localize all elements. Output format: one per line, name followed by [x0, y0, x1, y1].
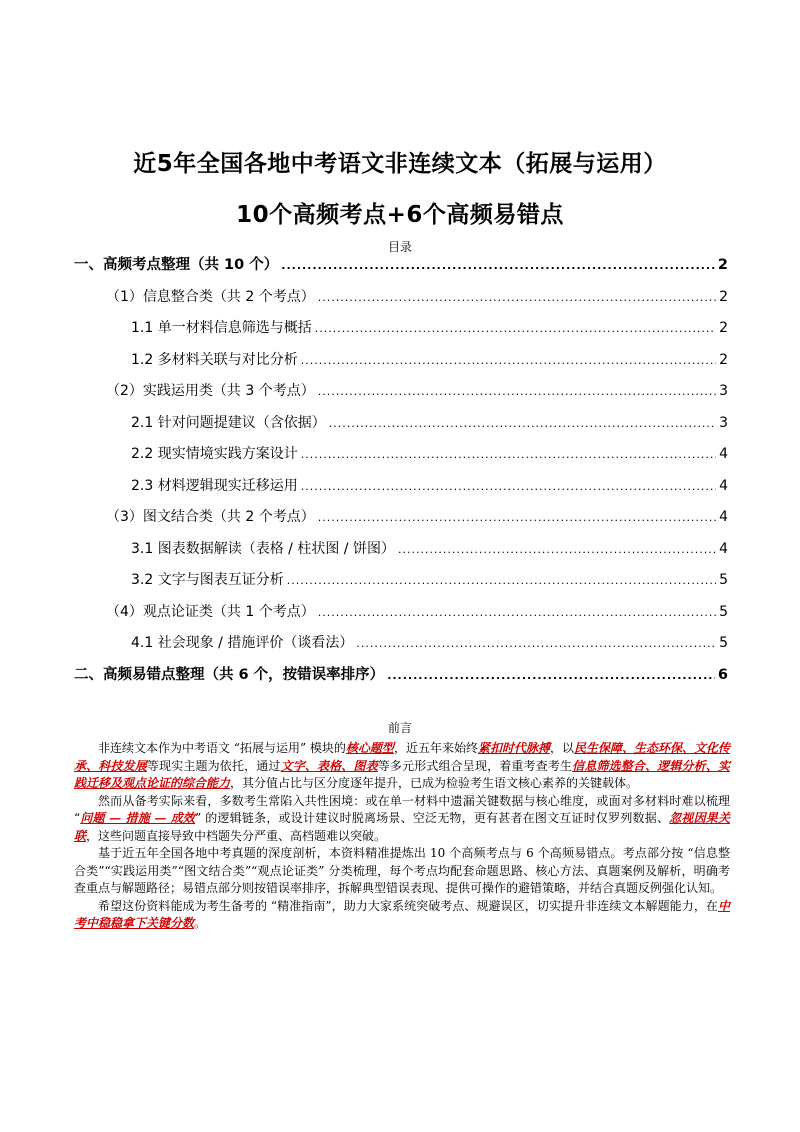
toc-entry[interactable] — [74, 439, 728, 471]
highlighted-text: 核心题型 — [345, 741, 394, 755]
toc-leader — [281, 250, 715, 282]
toc-entry-text: 二、高频易错点整理（共 6 个，按错误率排序） — [74, 666, 385, 683]
toc-entry-page: 4 — [719, 540, 728, 557]
toc-entry-text: 3.1 图表数据解读（表格 / 柱状图 / 饼图） — [131, 540, 395, 557]
preface-text: 非连续文本作为中考语文 “拓展与运用” 模块的 — [98, 741, 346, 755]
preface-text: 等多元形式组合呈现，着重考查考生 — [377, 758, 573, 773]
toc-leader — [387, 660, 715, 692]
toc-entry-text: （3）图文结合类（共 2 个考点） — [106, 509, 315, 525]
preface-body — [74, 740, 730, 933]
preface-heading: 前言 — [387, 721, 412, 735]
toc-entry-page: 2 — [719, 351, 728, 368]
toc-entry-page: 3 — [719, 414, 728, 431]
toc-entry-text: （1）信息整合类（共 2 个考点） — [106, 288, 315, 305]
toc-entry-page: 5 — [719, 572, 728, 588]
toc-entry-text: 2.1 针对问题提建议（含依据） — [131, 414, 326, 431]
preface-text: 。 — [194, 916, 207, 930]
toc-entry-text: 1.2 多材料关联与对比分析 — [131, 351, 298, 368]
toc-entry-text: 一、高频考点整理（共 10 个） — [74, 257, 279, 273]
toc-entry-text: 4.1 社会现象 / 措施评价（谈看法） — [131, 635, 354, 651]
preface-text: 等现实主题为依托，通过 — [146, 758, 281, 773]
toc-entry[interactable] — [74, 502, 728, 534]
toc-leader — [356, 628, 716, 660]
document-subtitle: 10个高频考点+6个高频易错点 — [236, 202, 564, 228]
toc-entry[interactable] — [74, 660, 728, 692]
toc-entry[interactable] — [74, 628, 728, 660]
toc-entry-page: 4 — [719, 509, 728, 525]
toc-entry-text: 3.2 文字与图表互证分析 — [131, 572, 284, 588]
toc-leader — [287, 565, 716, 597]
toc-leader — [318, 597, 716, 629]
preface-text: ，其分值占比与区分度逐年提升，已成为检验考生语文核心素养的关键载体。 — [230, 776, 639, 790]
toc-leader — [318, 376, 716, 408]
toc-leader — [315, 313, 716, 345]
toc-entry-page: 6 — [717, 666, 728, 683]
toc-entry[interactable] — [74, 345, 728, 377]
highlighted-text: 问题 — 措施 — 成效 — [80, 811, 196, 825]
preface-text: ，近五年来始终 — [393, 741, 478, 755]
toc-heading: 目录 — [387, 240, 412, 254]
toc-entry-page: 2 — [719, 320, 728, 336]
highlighted-text: 紧扣时代脉搏 — [477, 741, 550, 755]
toc-leader — [301, 345, 716, 377]
toc-entry[interactable] — [74, 408, 728, 440]
toc-entry-page: 5 — [719, 635, 728, 651]
toc-leader — [301, 439, 716, 471]
preface-text: ，这些问题直接导致中档题失分严重、高档题难以突破。 — [86, 828, 387, 843]
preface-text: 基于近五年全国各地中考真题的深度剖析，本资料精准提炼出 10 个高频考点与 6 个高频易错点。考点部分按 “信息整合类”“实践运用类”“图文结合类”“观点论证类” 分类梳理，每个考点均配套命题思路、核心方法、真题案例及解析，明确考查重点与解题路径；易错点部分则按错误率排序，拆解典型错误表现、提供可操作的避错策略，并结合真题反例强化认知。 — [74, 846, 730, 895]
document-title: 近5年全国各地中考语文非连续文本（拓展与运用） — [133, 151, 667, 177]
toc-leader — [318, 502, 716, 534]
toc-leader — [329, 408, 716, 440]
toc-entry-text: 2.2 现实情境实践方案设计 — [131, 446, 298, 462]
toc-entry[interactable] — [74, 250, 728, 282]
toc-entry[interactable] — [74, 313, 728, 345]
toc-entry[interactable] — [74, 282, 728, 314]
toc-entry[interactable] — [74, 376, 728, 408]
preface-paragraph — [74, 898, 730, 933]
toc-entry-page: 2 — [717, 257, 728, 273]
preface-text: 希望这份资料能成为考生备考的 “精准指南”，助力大家系统突破考点、规避误区，切实提升非连续文本解题能力，在 — [98, 898, 718, 913]
toc-leader — [301, 471, 716, 503]
toc-leader — [398, 534, 716, 566]
table-of-contents — [74, 250, 728, 691]
preface-text: ，以 — [549, 741, 574, 755]
toc-entry-page: 4 — [719, 446, 728, 462]
preface-paragraph — [74, 793, 730, 846]
highlighted-text: 信息筛选整合、逻辑分析、实践迁移及观点论证的综合能力 — [74, 758, 730, 790]
preface-paragraph — [74, 740, 730, 793]
toc-entry-text: 1.1 单一材料信息筛选与概括 — [131, 320, 312, 336]
highlighted-text: 民生保障、生态环保、文化传承、科技发展 — [74, 741, 730, 773]
highlighted-text: 忽视因果关联 — [74, 811, 731, 843]
preface-paragraph — [74, 845, 730, 898]
toc-leader — [318, 282, 716, 314]
toc-entry-text: 2.3 材料逻辑现实迁移运用 — [131, 477, 298, 494]
preface-text: ” 的逻辑链条，或设计建议时脱离场景、空泛无物，更有甚者在图文互证时仅罗列数据、 — [195, 811, 670, 825]
toc-entry-page: 5 — [719, 603, 728, 620]
toc-entry-text: （2）实践运用类（共 3 个考点） — [106, 383, 315, 399]
toc-entry-page: 3 — [719, 383, 728, 399]
highlighted-text: 文字、表格、图表 — [280, 758, 378, 773]
toc-entry-text: （4）观点论证类（共 1 个考点） — [106, 603, 315, 620]
toc-entry[interactable] — [74, 597, 728, 629]
toc-entry-page: 4 — [719, 477, 728, 494]
toc-entry[interactable] — [74, 534, 728, 566]
toc-entry[interactable] — [74, 565, 728, 597]
preface-text: 然而从备考实际来看，多数考生常陷入共性困境：或在单一材料中遗漏关键数据与核心维度，或面对多材料时难以梳理 “ — [74, 793, 730, 825]
toc-entry[interactable] — [74, 471, 728, 503]
toc-entry-page: 2 — [719, 288, 728, 305]
highlighted-text: 中考中稳稳拿下关键分数 — [74, 898, 730, 930]
